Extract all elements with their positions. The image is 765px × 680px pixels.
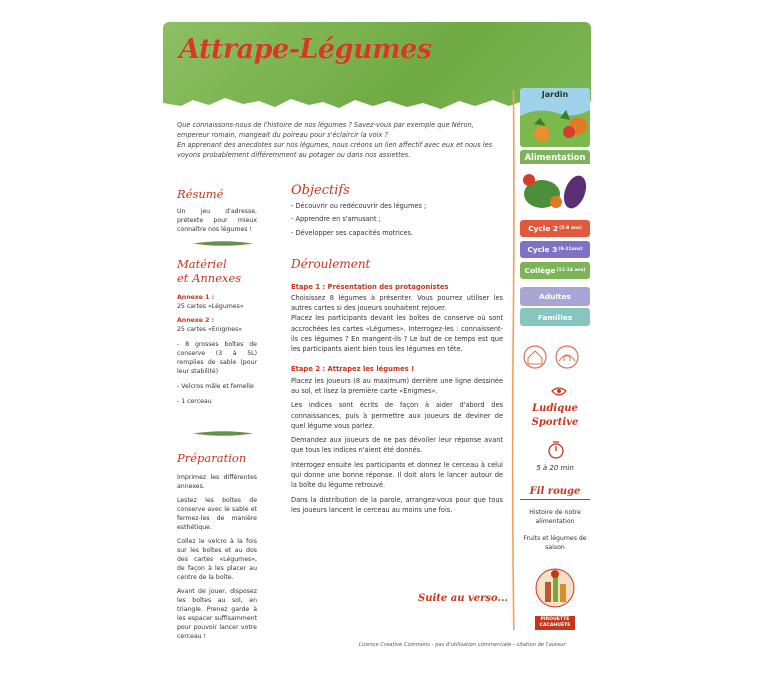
etape2-paragraph: Demandez aux joueurs de ne pas dévoiler leur réponse avant que tous les indices n'aient été donnés. bbox=[291, 436, 503, 455]
tag-cycle2 bbox=[520, 220, 590, 237]
left-column bbox=[177, 187, 257, 641]
tag-adultes bbox=[520, 287, 590, 306]
familles-label: Familles bbox=[537, 312, 573, 322]
cycle2-label: Cycle 2 bbox=[528, 224, 559, 233]
etape2-paragraph: Les indices sont écrits de façon à aider d'abord des connaissances, puis à permettre aux joueurs de deviner de quel légume vous parlez. bbox=[291, 401, 503, 430]
logo-emblem-icon bbox=[535, 566, 575, 610]
cycle2-age: (5-8 ans) bbox=[559, 226, 582, 231]
fil-rouge-underline bbox=[520, 498, 590, 501]
page-title: Attrape-Légumes bbox=[179, 34, 432, 65]
deroulement-heading: Déroulement bbox=[291, 256, 371, 271]
tag-familles bbox=[520, 308, 590, 326]
etape2-paragraph: Placez les joueurs (8 au maximum) derrière une ligne dessinée au sol, et lisez la première carte «Enigmes». bbox=[291, 376, 503, 395]
tag-college bbox=[520, 262, 590, 279]
annexe1-label: Annexe 1 : bbox=[177, 294, 215, 301]
logo-line2: CACAHUÈTE bbox=[539, 623, 571, 628]
college-label: Collège bbox=[524, 266, 556, 275]
leaf-divider-icon bbox=[193, 430, 253, 437]
preparation-paragraph: Avant de jouer, disposez les boîtes au sol, en triangle. Prenez garde à les espacer suffisamment pour pouvoir lancer votre cerceau ! bbox=[177, 588, 257, 640]
preparation-heading: Préparation bbox=[177, 451, 247, 465]
type-ludique: Ludique bbox=[532, 403, 578, 414]
tag-cycle3 bbox=[520, 241, 590, 258]
objectif-item: - Découvrir ou redécouvrir des légumes ; bbox=[291, 202, 427, 210]
pirouette-cacahuete-logo bbox=[535, 566, 575, 630]
intro-text bbox=[177, 120, 507, 160]
tag-alimentation: Alimentation bbox=[520, 150, 590, 164]
materiel-item: - 1 cerceau bbox=[177, 398, 212, 405]
preparation-paragraph: Imprimez les différentes annexes. bbox=[177, 474, 257, 490]
etape2-paragraph: Interrogez ensuite les participants et donnez le cerceau à celui qui donne une bonne réponse. Il doit alors le lancer autour de la boîte du légume retrouvé. bbox=[291, 460, 503, 490]
stopwatch-icon bbox=[547, 440, 565, 460]
game-icon bbox=[550, 385, 568, 399]
etape1-paragraph: Placez les participants devant les boîtes de conserve où sont accrochées les cartes «Légumes». Interrogez-les : connaissent-ils ces légumes ? En mangent-ils ? Le but de ce temps est que les participants aient bien tous les légumes en tête. bbox=[291, 314, 503, 354]
objectif-item: - Développer ses capacités motrices. bbox=[291, 228, 414, 237]
preparation-paragraph: Collez le velcro à la fois sur les boîtes et au dos des cartes «Légumes», de façon à les placer au centre de la boîte. bbox=[177, 538, 257, 581]
indoor-icon bbox=[522, 344, 548, 370]
materiel-heading-line1: Matériel bbox=[177, 257, 227, 271]
licence-text: Licence Creative Commons - pas d'utilisation commerciale - citation de l'auteur bbox=[359, 642, 566, 648]
fil-rouge-heading: Fil rouge bbox=[529, 486, 581, 497]
leaf-divider-icon bbox=[193, 240, 253, 247]
main-column bbox=[291, 184, 503, 515]
cycle3-age: (9-11ans) bbox=[558, 247, 583, 252]
etape2-paragraph: Dans la distribution de la parole, arrangez-vous pour que tous les joueurs lancent le cerceau au moins une fois. bbox=[291, 495, 503, 514]
objectif-item: - Apprendre en s'amusant ; bbox=[291, 215, 381, 224]
activity-sheet bbox=[163, 22, 591, 652]
suite-au-verso: Suite au verso... bbox=[418, 593, 508, 604]
resume-heading: Résumé bbox=[177, 187, 224, 201]
duree: 5 à 20 min bbox=[536, 464, 574, 472]
logo-line1: PIROUETTE bbox=[540, 617, 570, 622]
intro-paragraph: Que connaissons-nous de l'histoire de nos légumes ? Savez-vous par exemple que Néron, empereur romain, mangeait du poireau pour s'éclaircir la voix ? bbox=[177, 121, 474, 139]
resume-text: Un jeu d'adresse, prétexte pour mieux connaître nos légumes ! bbox=[177, 208, 257, 233]
jardin-illustration bbox=[520, 88, 590, 147]
intro-paragraph: En apprenant des anecdotes sur nos légumes, nous créons un lien affectif avec eux et nous les voyons probablement différemment au potager ou dans nos assiettes. bbox=[177, 141, 493, 159]
etape2-title: Etape 2 : Attrapez les légumes ! bbox=[291, 364, 415, 373]
type-sportive: Sportive bbox=[531, 417, 579, 428]
preparation-paragraph: Lestez les boîtes de conserve avec le sable et fermez-les de manière esthétique. bbox=[177, 497, 257, 531]
cycle3-label: Cycle 3 bbox=[527, 245, 558, 254]
annexe1-text: 25 cartes «Légumes» bbox=[177, 303, 244, 310]
materiel-heading-line2: et Annexes bbox=[177, 271, 242, 285]
materiel-item: - Velcros mâle et femelle bbox=[177, 383, 254, 390]
orange-separator-line bbox=[512, 90, 515, 630]
etape1-paragraph: Choisissez 8 légumes à présenter. Vous pourrez utiliser les autres cartes si des joueurs souhaitent rejouer. bbox=[291, 293, 503, 313]
alimentation-illustration bbox=[520, 150, 590, 214]
annexe2-label: Annexe 2 : bbox=[177, 317, 215, 324]
outdoor-icon bbox=[554, 344, 580, 370]
fil-rouge-item: Fruits et légumes de saison bbox=[523, 535, 587, 551]
tag-jardin: Jardin bbox=[541, 90, 569, 99]
adultes-label: Adultes bbox=[539, 292, 571, 301]
college-age: (11-14 ans) bbox=[556, 268, 586, 273]
objectifs-heading: Objectifs bbox=[291, 183, 350, 198]
annexe2-text: 25 cartes «Enigmes» bbox=[177, 326, 243, 333]
materiel-item: - 8 grosses boîtes de conserve (3 à 5L) remplies de sable (pour leur stabilité) bbox=[177, 341, 257, 375]
fil-rouge-item: Histoire de notre alimentation bbox=[529, 509, 581, 525]
etape1-title: Etape 1 : Présentation des protagonistes bbox=[291, 282, 449, 291]
